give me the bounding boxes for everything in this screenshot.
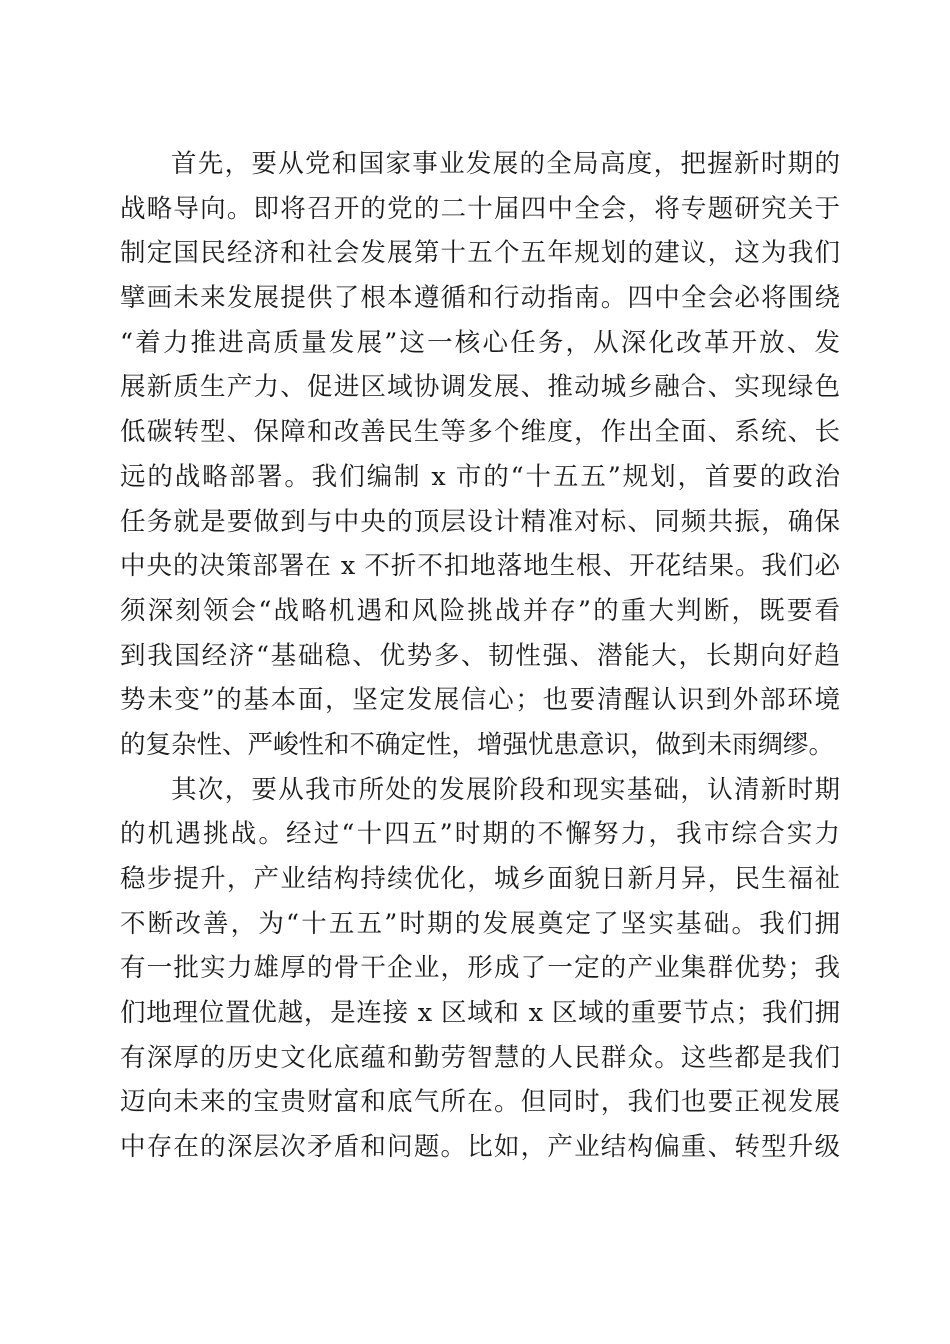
text-line: 擘画未来发展提供了根本遵循和行动指南。四中全会必将围绕 bbox=[120, 283, 840, 314]
text-line: 远的战略部署。我们编制 x 市的“十五五”规划，首要的政治 bbox=[120, 461, 840, 492]
paragraph-1 bbox=[120, 142, 840, 768]
text-line: 的复杂性、严峻性和不确定性，增强忧患意识，做到未雨绸缪。 bbox=[120, 729, 835, 760]
text-line: 们地理位置优越，是连接 x 区域和 x 区域的重要节点；我们拥 bbox=[120, 998, 840, 1029]
text-line: 战略导向。即将召开的党的二十届四中全会，将专题研究关于 bbox=[120, 193, 840, 224]
text-line: 有一批实力雄厚的骨干企业，形成了一定的产业集群优势；我 bbox=[120, 953, 840, 984]
text-line: 制定国民经济和社会发展第十五个五年规划的建议，这为我们 bbox=[120, 238, 840, 269]
text-line: 其次，要从我市所处的发展阶段和现实基础，认清新时期 bbox=[171, 774, 840, 805]
paragraph-2 bbox=[120, 768, 840, 1170]
text-line: 展新质生产力、促进区域协调发展、推动城乡融合、实现绿色 bbox=[120, 372, 840, 403]
text-line: 迈向未来的宝贵财富和底气所在。但同时，我们也要正视发展 bbox=[120, 1087, 840, 1118]
text-line: 低碳转型、保障和改善民生等多个维度，作出全面、系统、长 bbox=[120, 417, 840, 448]
text-line: 中存在的深层次矛盾和问题。比如，产业结构偏重、转型升级 bbox=[120, 1132, 840, 1163]
text-line: 首先，要从党和国家事业发展的全局高度，把握新时期的 bbox=[171, 149, 840, 179]
text-line: 任务就是要做到与中央的顶层设计精准对标、同频共振，确保 bbox=[120, 506, 840, 537]
document-body bbox=[120, 142, 840, 1170]
text-line: 到我国经济“基础稳、优势多、韧性强、潜能大，长期向好趋 bbox=[120, 640, 840, 671]
text-line: 中央的决策部署在 x 不折不扣地落地生根、开花结果。我们必 bbox=[120, 551, 840, 582]
text-line: 势未变”的基本面，坚定发展信心；也要清醒认识到外部环境 bbox=[120, 685, 840, 716]
text-line: 有深厚的历史文化底蕴和勤劳智慧的人民群众。这些都是我们 bbox=[120, 1042, 840, 1073]
text-line: 须深刻领会“战略机遇和风险挑战并存”的重大判断，既要看 bbox=[120, 595, 840, 626]
text-line: 不断改善，为“十五五”时期的发展奠定了坚实基础。我们拥 bbox=[120, 908, 840, 939]
text-line: 的机遇挑战。经过“十四五”时期的不懈努力，我市综合实力 bbox=[120, 819, 840, 850]
text-line: 稳步提升，产业结构持续优化，城乡面貌日新月异，民生福祉 bbox=[120, 864, 840, 894]
text-line: “着力推进高质量发展”这一核心任务，从深化改革开放、发 bbox=[120, 327, 840, 358]
